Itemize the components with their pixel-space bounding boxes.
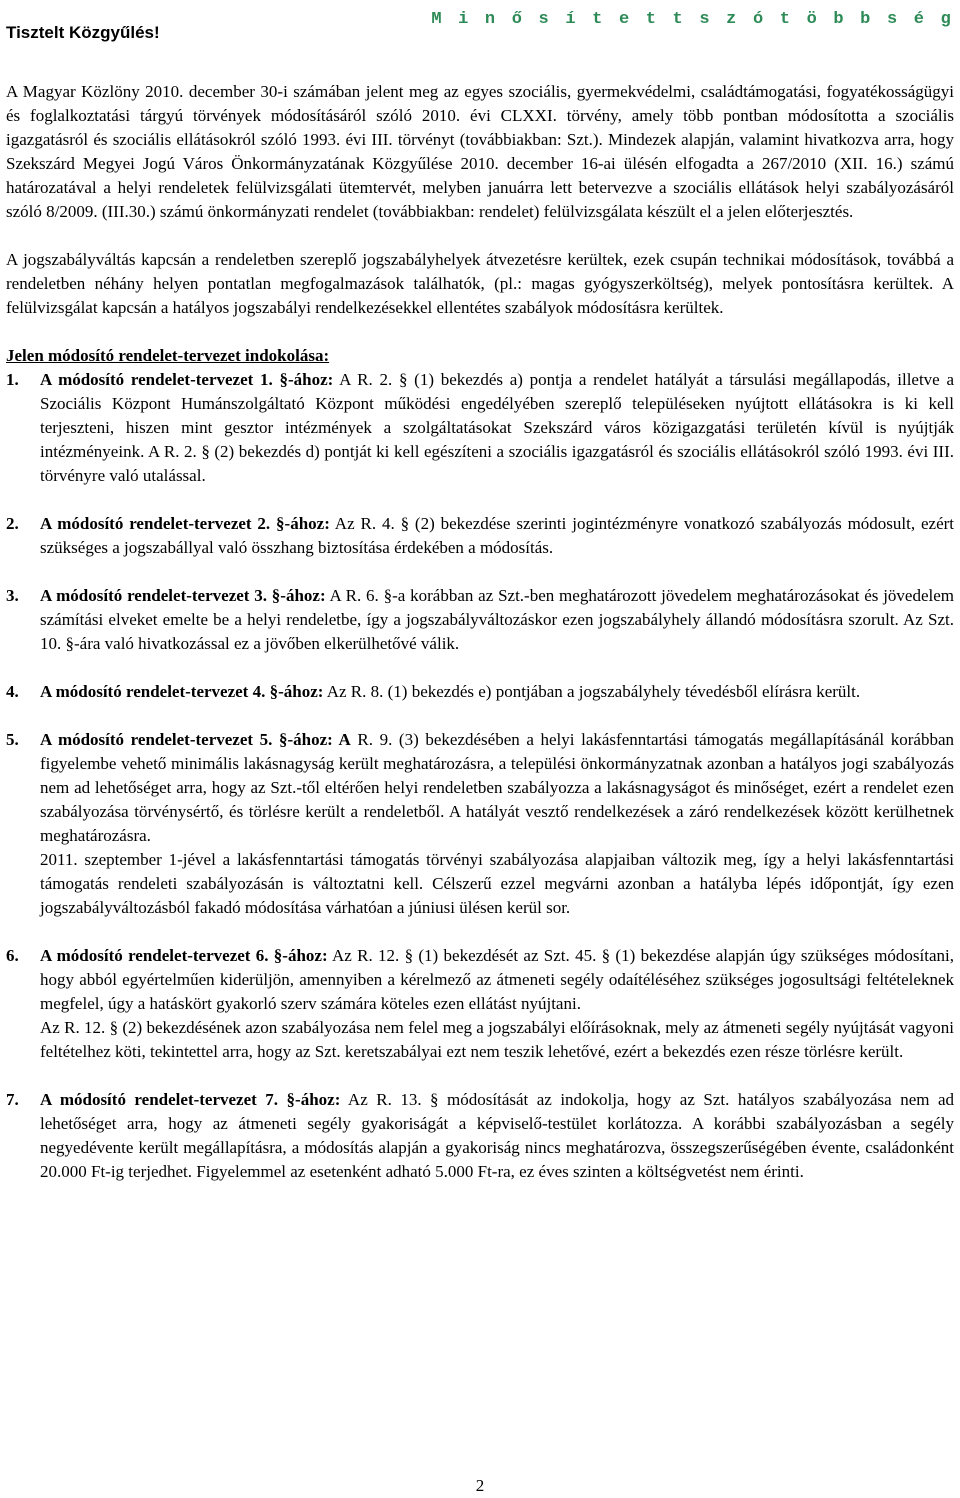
item-number: 1. (6, 370, 19, 389)
item-text (40, 512, 954, 560)
item-paragraph (40, 512, 954, 560)
item-paragraph (40, 368, 954, 488)
intro-paragraph: A jogszabályváltás kapcsán a rendeletben szereplő jogszabályhelyek átvezetésre kerültek, ezek csupán technikai módosítások, továbbá a rendeletben néhány helyen pontatlan megfogalmazások találhatók, (pl.: magas gyógyszerköltség), melyek pontosításra kerültek. A felülvizsgálat kapcsán a hatályos jogszabályi rendelkezésekkel ellentétes szabályok módosításra kerültek. (6, 250, 954, 317)
item-body: Az R. 13. § módosítását az indokolja, hogy az Szt. hatályos szabályozása nem ad lehetőséget arra, hogy az átmeneti segély gyakoriságát a képviselő-testület korlátozza. A korábbi szabályozásban a segély negyedévente került megállapításra, a módosítás alapján a gyakoriság nincs meghatározva, összegszerűségében évente, családonként 20.000 Ft-ig terjedhet. Figyelemmel az esetenként adható 5.000 Ft-ra, ez éves szinten a költségvetést nem érinti. (40, 1090, 954, 1181)
list-item (6, 368, 954, 488)
item-paragraph (40, 1088, 954, 1184)
item-paragraph (40, 680, 954, 704)
item-heading: A módosító rendelet-tervezet 7. §-ához: (40, 1090, 341, 1109)
intro-paragraph: A Magyar Közlöny 2010. december 30-i számában jelent meg az egyes szociális, gyermekvédelmi, családtámogatási, fogyatékosságügyi és foglalkoztatási tárgyú törvények módosításáról szóló 2010. évi CLXXI. törvény, amely több pontban módosította a szociális igazgatásról és szociális ellátásokról szóló 1993. évi III. törvényt (továbbiakban: Szt.). Mindezek alapján, valamint hivatkozva arra, hogy Szekszárd Megyei Jogú Város Önkormányzatának Közgyűlése 2010. december 16-ai ülésén elfogadta a 267/2010 (XII. 16.) számú határozatával a helyi rendeletek felülvizsgálati ütemtervét, melyben januárra lett betervezve a szociális ellátások helyi szabályozásáról szóló 8/2009. (III.30.) számú önkormányzati rendelet (továbbiakban: rendelet) felülvizsgálata készült el a jelen előterjesztés. (6, 82, 954, 221)
page-number: 2 (475, 1476, 485, 1495)
item-body: Az R. 4. § (2) bekezdése szerinti jogintézményre vonatkozó szabályozás módosult, ezért szükséges a jogszabállyal való összhang biztosítása érdekében a módosítás. (40, 514, 954, 557)
item-heading: A módosító rendelet-tervezet 1. §-ához: (40, 370, 334, 389)
section-heading: Jelen módosító rendelet-tervezet indokolása: (6, 346, 330, 365)
list-item (6, 728, 954, 920)
qualification-label: M i n ő s í t e t t s z ó t ö b b s é g (431, 10, 954, 29)
item-text (40, 728, 954, 920)
item-number: 5. (6, 730, 19, 749)
item-paragraph (40, 944, 954, 1016)
list-item (6, 584, 954, 656)
item-paragraph (40, 1016, 954, 1064)
item-heading: A módosító rendelet-tervezet 6. §-ához: (40, 946, 328, 965)
document-body (6, 80, 954, 1184)
item-number: 7. (6, 1090, 19, 1109)
item-body: R. 9. (3) bekezdésében a helyi lakásfenntartási támogatás megállapításánál korábban figyelembe vehető minimális lakásnagyság került meghatározásra, a települési önkormányzatnak azonban a hatályos jogi szabályozás nem ad lehetőséget arra, hogy az Szt.-től eltérően helyi rendeletben szabályozza a lakásnagyságot és minőséget, ezért a rendelet ezen szabályozása törvénysértő, és törlésre került a rendeletből. A hatályát vesztő rendelkezések a záró rendelkezések között kerülhetnek meghatározásra. (40, 730, 954, 845)
list-item (6, 512, 954, 560)
item-body: Az R. 12. § (2) bekezdésének azon szabályozása nem felel meg a jogszabályi előírásoknak, mely az átmeneti segély nyújtását vagyoni feltételhez köti, tekintettel arra, hogy az Szt. keretszabályai ezt nem teszik lehetővé, ezért a bekezdés ezen része törlésre került. (40, 1018, 954, 1061)
list-item (6, 680, 954, 704)
page-header (6, 8, 954, 56)
item-heading: A módosító rendelet-tervezet 2. §-ához: (40, 514, 330, 533)
item-body: A R. 6. §-a korábban az Szt.-ben meghatározott jövedelem meghatározásokat és jövedelem számítási elveket emelte be a helyi rendeletbe, így a jogszabályváltozáskor ezen jogszabályhely állandó módosításra szorult. Az Szt. 10. §-ára való hivatkozással ez a jövőben elkerülhetővé válik. (40, 586, 955, 653)
justification-list (6, 368, 954, 1184)
item-heading: A módosító rendelet-tervezet 5. §-ához: A (40, 730, 351, 749)
item-body: Az R. 8. (1) bekezdés e) pontjában a jogszabályhely tévedésből elírásra került. (323, 682, 861, 701)
item-body: Az R. 12. § (1) bekezdését az Szt. 45. § (1) bekezdése alapján úgy szükséges módosítani, hogy abból egyértelműen kiderüljön, amennyiben a kérelmező az átmeneti segély odaítéléséhez szükséges jogosultsági feltételeknek megfelel, úgy a hatáskört gyakorló szerv számára köteles ezen ellátást nyújtani. (40, 946, 955, 1013)
item-paragraph (40, 848, 954, 920)
item-text (40, 1088, 954, 1184)
item-number: 4. (6, 682, 19, 701)
item-body: A R. 2. § (1) bekezdés a) pontja a rendelet hatályát a társulási megállapodás, illetve a Szociális Központ Humánszolgáltató Központ működési engedélyében szereplő településeken nyújtott ellátásokra is ki kell terjeszteni, hiszen mint gesztor intézmények a szolgáltatásokat Szekszárd város közigazgatási területén kívül is nyújtják intézményeink. A R. 2. § (2) bekezdés d) pontját ki kell egészíteni a szociális igazgatásról és szociális ellátásokról szóló 1993. évi III. törvényre való utalással. (40, 370, 954, 485)
item-body: 2011. szeptember 1-jével a lakásfenntartási támogatás törvényi szabályozása alapjaiban változik meg, így a helyi lakásfenntartási támogatás rendeleti szabályozásán is változtatni kell. Célszerű ezzel megvárni azonban a hatályba lépés időpontját, így ezen jogszabályváltozásból fakadó módosítása várhatóan a júniusi ülésen kerül sor. (40, 850, 954, 917)
salutation: Tisztelt Közgyűlés! (6, 23, 160, 42)
item-text (40, 944, 954, 1064)
item-number: 6. (6, 946, 19, 965)
item-heading: A módosító rendelet-tervezet 3. §-ához: (40, 586, 326, 605)
item-number: 3. (6, 586, 19, 605)
item-paragraph (40, 728, 954, 848)
item-paragraph (40, 584, 954, 656)
item-number: 2. (6, 514, 19, 533)
item-text (40, 680, 954, 704)
item-text (40, 584, 954, 656)
item-heading: A módosító rendelet-tervezet 4. §-ához: (40, 682, 324, 701)
item-text (40, 368, 954, 488)
list-item (6, 944, 954, 1064)
list-item (6, 1088, 954, 1184)
